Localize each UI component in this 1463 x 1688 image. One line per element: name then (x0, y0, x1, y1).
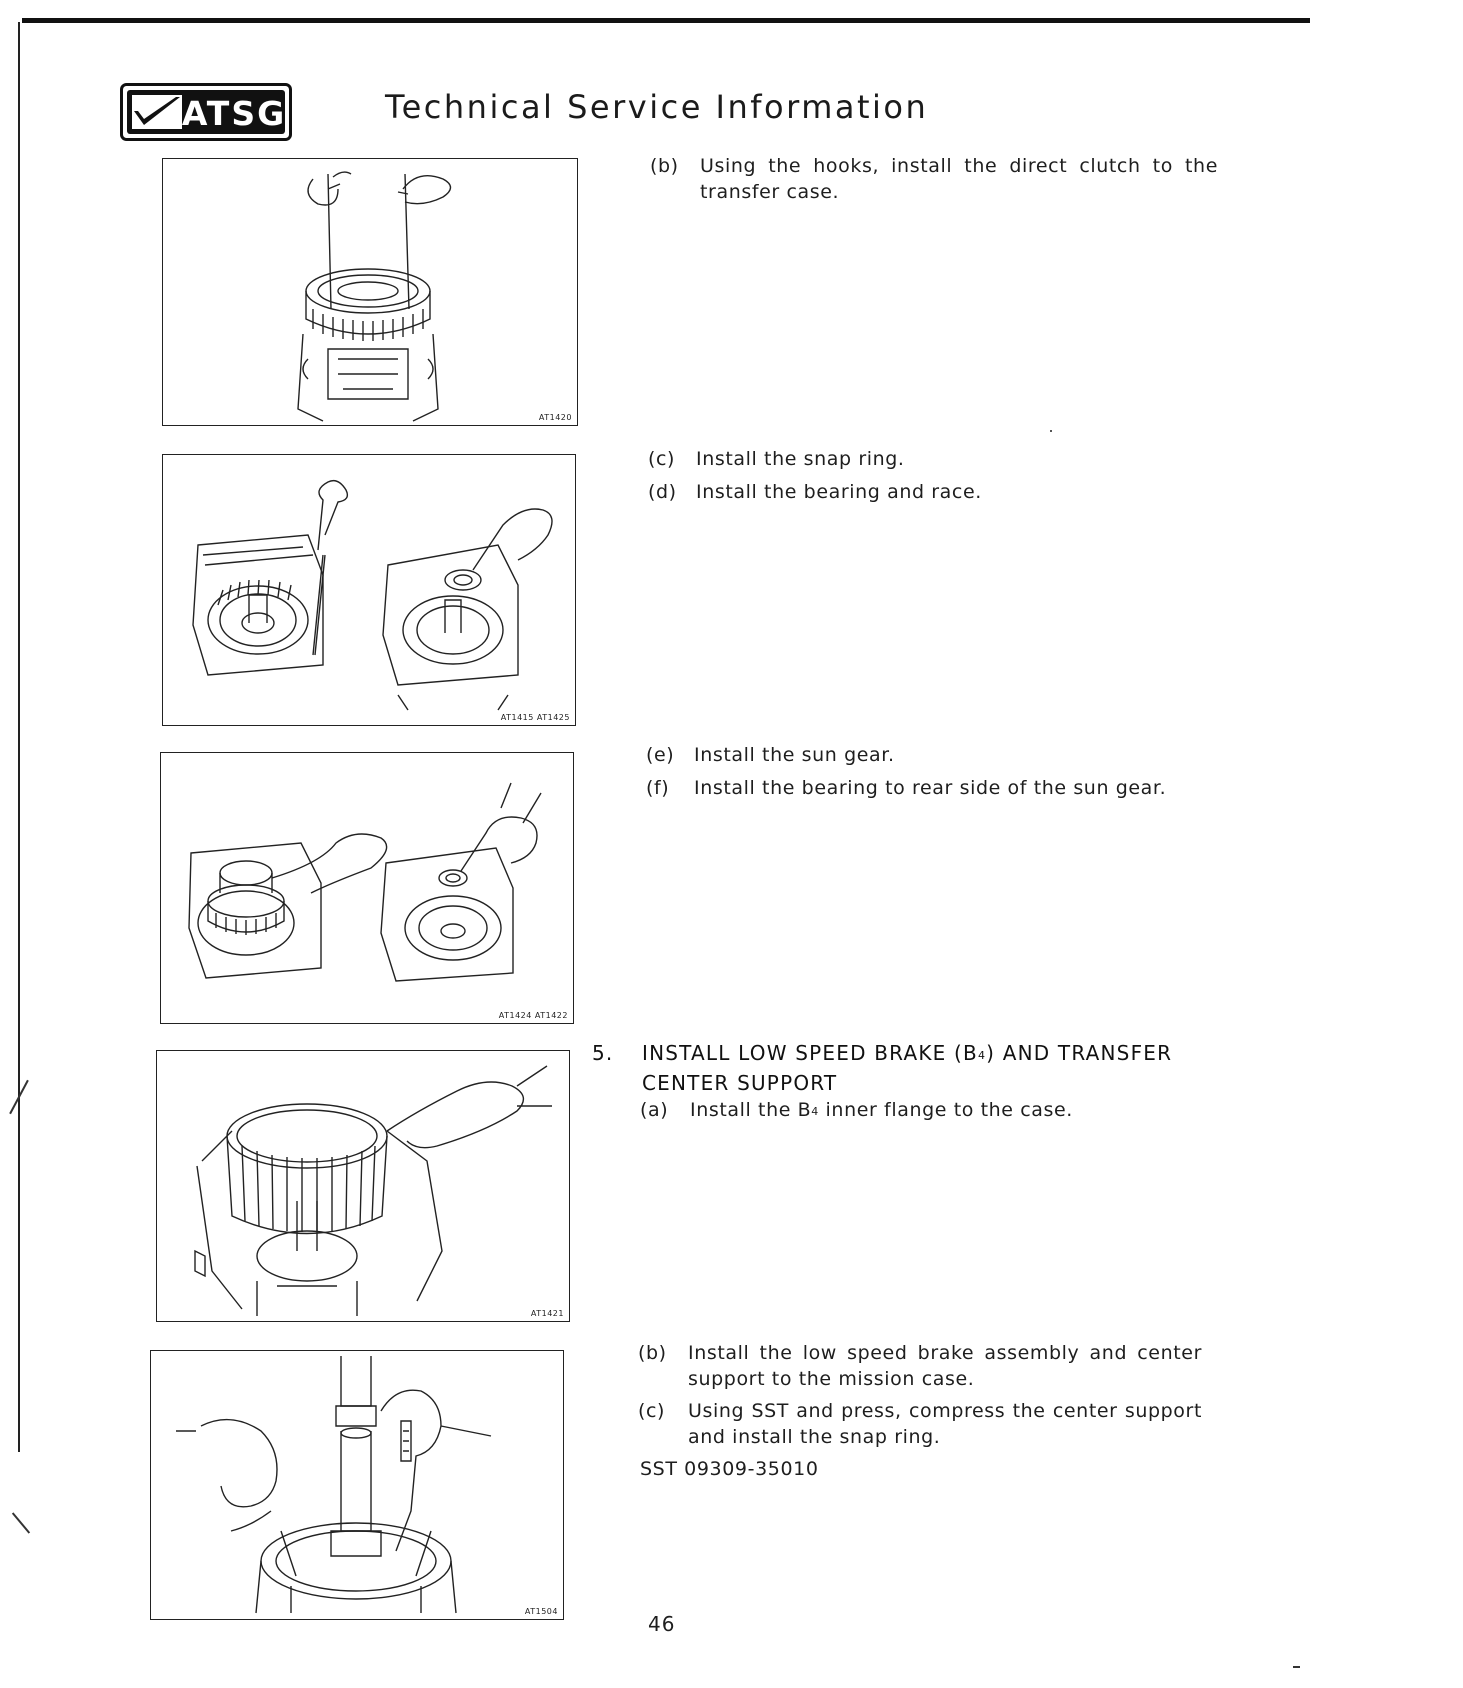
figure-code: AT1415 AT1425 (500, 713, 570, 722)
step-text: Install the sun gear. (694, 744, 895, 766)
step-e-sun-gear (646, 742, 1226, 770)
step-text (690, 1097, 1073, 1126)
figure-code: AT1421 (530, 1309, 564, 1318)
direct-clutch-illustration (163, 159, 577, 425)
step-label: (e) (646, 744, 675, 766)
step-text: Install the bearing to rear side of the sun gear. (694, 777, 1167, 799)
section-title-part: INSTALL LOW SPEED BRAKE (B (642, 1041, 978, 1065)
step-label: (b) (638, 1342, 667, 1364)
atsg-logo (120, 83, 292, 141)
left-rule (18, 22, 20, 1452)
section-title-part: ) AND TRANSFER CENTER SUPPORT (642, 1041, 1173, 1095)
section-number: 5. (592, 1041, 614, 1065)
step-text: Install the bearing and race. (696, 481, 982, 503)
figure-code: AT1504 (524, 1607, 558, 1616)
step-text: Install the low speed brake assembly and center support to the mission case. (688, 1342, 1202, 1390)
step-text-part: inner flange to the case. (818, 1099, 1073, 1121)
step-label: (c) (638, 1400, 666, 1422)
top-rule (22, 18, 1310, 23)
step-label: (f) (646, 777, 670, 799)
step-c-snap-ring (648, 446, 1216, 474)
step-b-direct-clutch (650, 153, 1218, 207)
snap-ring-illustration (163, 455, 575, 725)
page-title: Technical Service Information (385, 88, 929, 126)
section-heading-5 (592, 1040, 1232, 1096)
figure-sun-gear (160, 752, 574, 1024)
figure-snap-ring-bearing (162, 454, 576, 726)
step-text-part: Install the B (690, 1099, 812, 1121)
margin-mark (12, 1512, 30, 1533)
step-label: (b) (650, 155, 679, 177)
step-c-center-support (638, 1398, 1202, 1452)
section-title-subscript: 4 (977, 1049, 987, 1062)
step-label: (c) (648, 448, 676, 470)
sst-number: SST 09309-35010 (640, 1458, 819, 1480)
step-label: (a) (640, 1099, 669, 1121)
figure-inner-flange (156, 1050, 570, 1322)
sun-gear-illustration (161, 753, 573, 1023)
step-a-inner-flange (640, 1097, 1220, 1125)
inner-flange-illustration (157, 1051, 569, 1321)
speck (1050, 430, 1052, 432)
step-text: Using the hooks, install the direct clutch to the transfer case. (700, 155, 1218, 203)
margin-mark (1293, 1666, 1300, 1668)
step-label: (d) (648, 481, 677, 503)
step-d-bearing-race (648, 479, 1216, 507)
figure-code: AT1424 AT1422 (498, 1011, 568, 1020)
center-support-press-illustration (151, 1351, 563, 1619)
logo-text: ATSG (181, 94, 287, 133)
figure-direct-clutch-install (162, 158, 578, 426)
page-number: 46 (648, 1612, 676, 1636)
step-b-low-speed-brake (638, 1340, 1202, 1394)
figure-code: AT1420 (538, 413, 572, 422)
step-f-bearing-rear (646, 775, 1226, 803)
step-text: Using SST and press, compress the center support and install the snap ring. (688, 1400, 1202, 1448)
step-text: Install the snap ring. (696, 448, 905, 470)
step-text-subscript: 4 (811, 1105, 819, 1118)
figure-center-support-press (150, 1350, 564, 1620)
section-title (642, 1040, 1222, 1097)
